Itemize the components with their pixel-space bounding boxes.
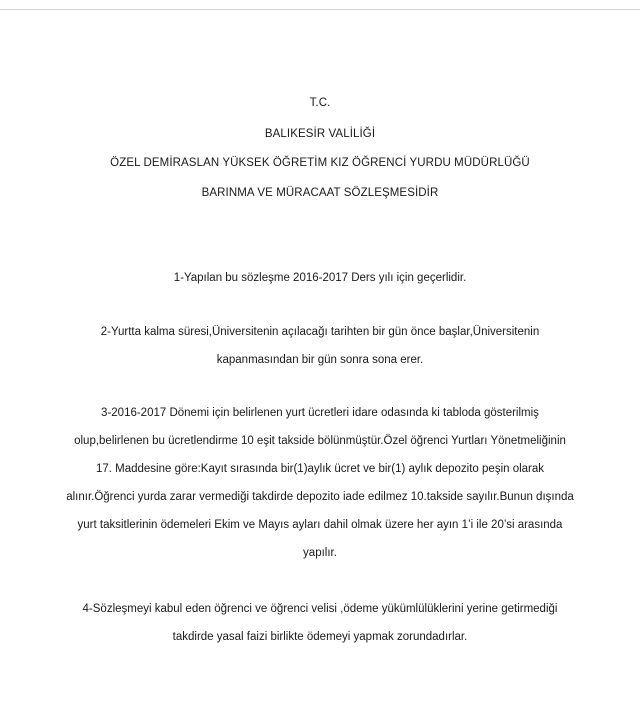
clause-3-line-6: yapılır. bbox=[303, 547, 337, 559]
header-governorship: BALIKESİR VALİLİĞİ bbox=[264, 128, 376, 140]
header-contract-title: BARINMA VE MÜRACAAT SÖZLEŞMESİDİR bbox=[201, 187, 439, 199]
header-tc: T.C. bbox=[309, 97, 331, 109]
clause-4-line-2: takdirde yasal faizi birlikte ödemeyi yapmak zorundadırlar. bbox=[172, 631, 468, 643]
clause-2-line-1: 2-Yurtta kalma süresi,Üniversitenin açılacağı tarihten bir gün önce başlar,Üniversitenin bbox=[100, 326, 540, 338]
clause-3-line-4: alınır.Öğrenci yurda zarar vermediği takdirde depozito iade edilmez 10.takside sayılır.Bunun dışında bbox=[66, 491, 574, 503]
header-dormitory-directorate: ÖZEL DEMİRASLAN YÜKSEK ÖĞRETİM KIZ ÖĞRENCİ YURDU MÜDÜRLÜĞÜ bbox=[110, 157, 530, 169]
clause-3-line-5: yurt taksitlerinin ödemeleri Ekim ve Mayıs ayları dahil olmak üzere her ayın 1’i ile 20’si arasında bbox=[77, 519, 563, 531]
clause-2-line-2: kapanmasından bir gün sonra sona erer. bbox=[216, 354, 424, 366]
clause-3-line-1: 3-2016-2017 Dönemi için belirlenen yurt ücretleri idare odasında ki tabloda gösterilmiş bbox=[101, 407, 539, 419]
clause-3-line-2: olup,belirlenen bu ücretlendirme 10 eşit takside bölünmüştür.Özel öğrenci Yurtları Yönetmeliğinin bbox=[74, 435, 566, 447]
clause-3 bbox=[40, 399, 600, 567]
clause-1-line-1: 1-Yapılan bu sözleşme 2016-2017 Ders yılı için geçerlidir. bbox=[173, 272, 467, 284]
clause-4-line-1: 4-Sözleşmeyi kabul eden öğrenci ve öğrenci velisi ,ödeme yükümlülüklerini yerine getirmediği bbox=[82, 603, 558, 615]
clause-4 bbox=[40, 595, 600, 651]
clause-1 bbox=[40, 264, 600, 292]
clause-3-line-3: 17. Maddesine göre:Kayıt sırasında bir(1)aylık ücret ve bir(1) aylık depozito peşin olarak bbox=[95, 463, 545, 475]
clause-2 bbox=[40, 318, 600, 374]
